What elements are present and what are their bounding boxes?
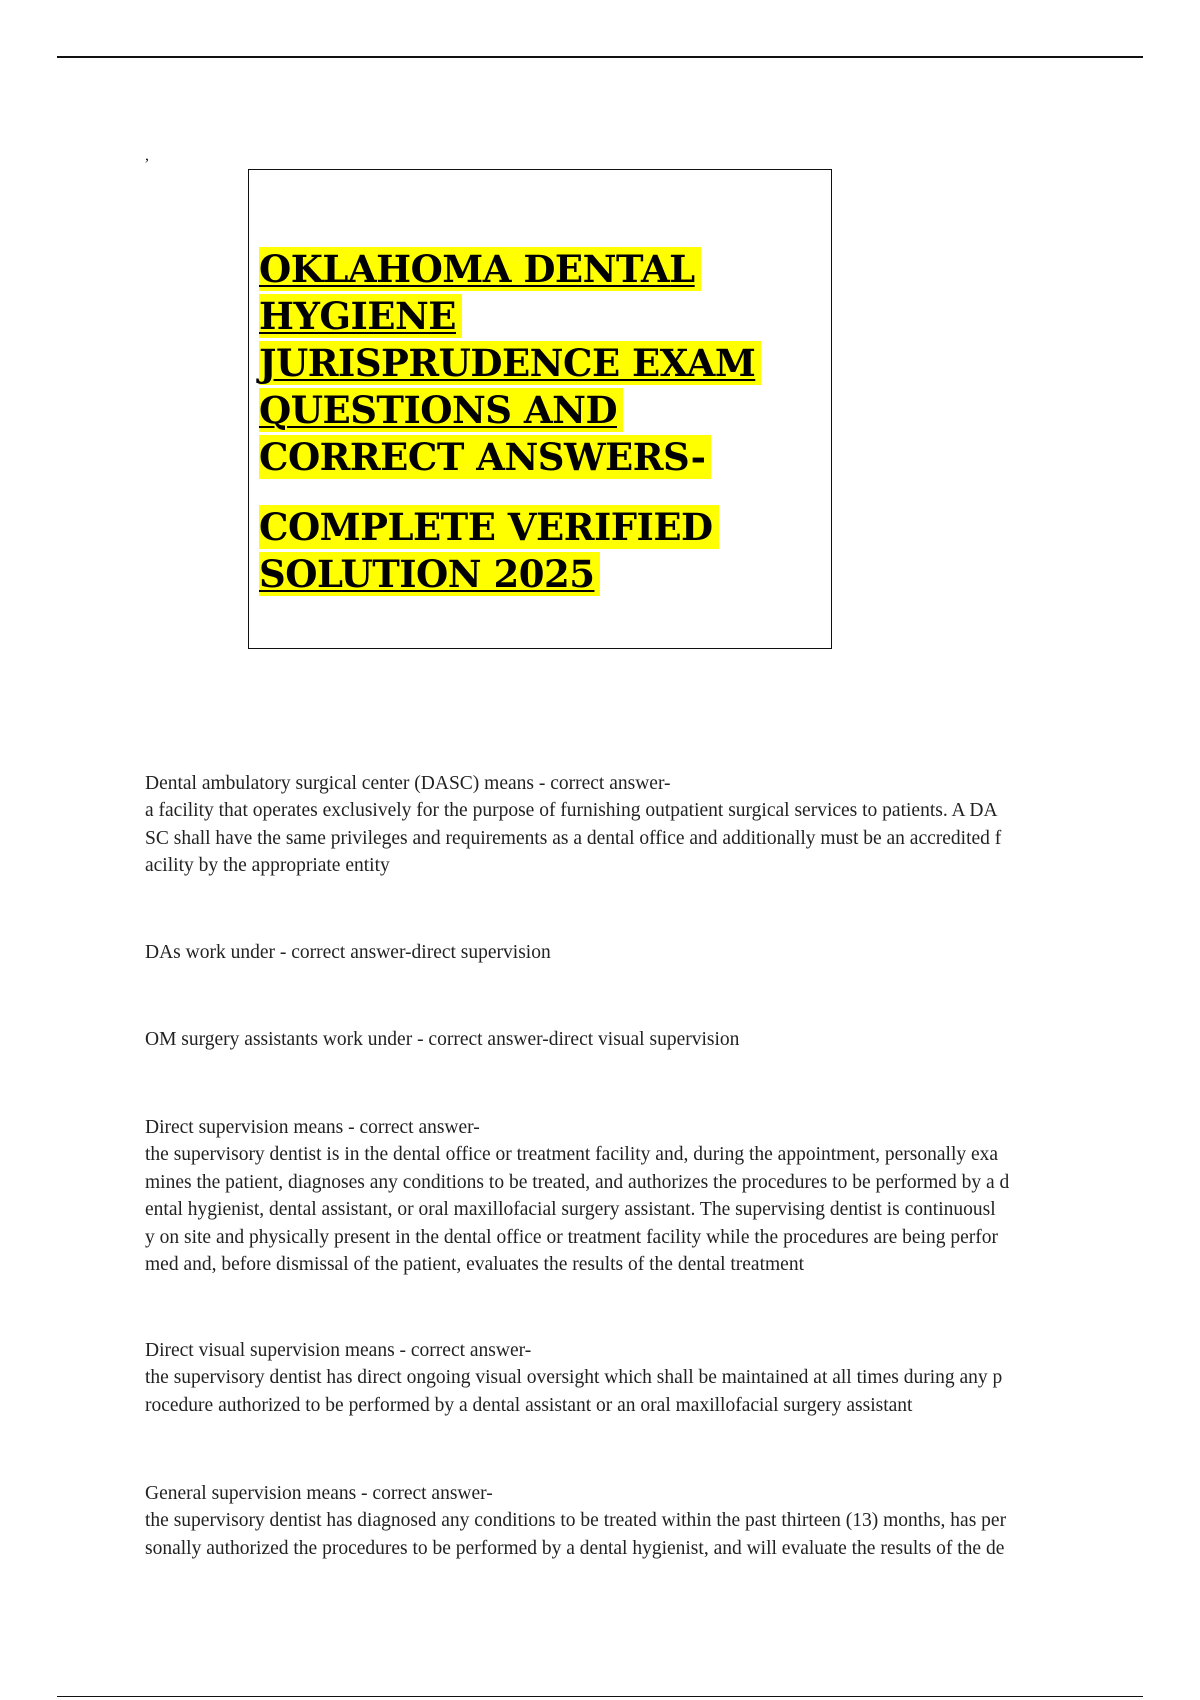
qa-answer-line: sonally authorized the procedures to be performed by a dental hygienist, and will evaluate the results of the de <box>145 1537 1005 1559</box>
title-line: QUESTIONS AND <box>259 388 623 432</box>
qa-item-dasc <box>145 770 1090 880</box>
title-line: HYGIENE <box>259 294 462 338</box>
qa-question: Direct supervision means - correct answer- <box>145 1117 480 1138</box>
top-rule <box>57 56 1143 58</box>
qa-item-om-assistants <box>145 1026 1090 1053</box>
qa-question: DAs work under - correct answer-direct supervision <box>145 942 551 963</box>
qa-question: Dental ambulatory surgical center (DASC) means - correct answer- <box>145 773 671 794</box>
qa-answer-line: med and, before dismissal of the patient, evaluates the results of the dental treatment <box>145 1254 804 1276</box>
qa-answer-line: acility by the appropriate entity <box>145 855 390 877</box>
qa-answer-line: SC shall have the same privileges and requirements as a dental office and additionally must be an accredited f <box>145 827 1002 849</box>
qa-answer-line: the supervisory dentist is in the dental office or treatment facility and, during the appointment, personally exa <box>145 1144 999 1166</box>
qa-item-das <box>145 939 1090 966</box>
qa-item-general-supervision <box>145 1480 1090 1562</box>
title-subheading <box>259 504 819 598</box>
title-heading <box>259 246 819 481</box>
qa-item-direct-supervision <box>145 1114 1090 1278</box>
bottom-rule <box>57 1696 1143 1697</box>
qa-answer-line: a facility that operates exclusively for the purpose of furnishing outpatient surgical services to patients. A DA <box>145 800 998 822</box>
qa-question: General supervision means - correct answer- <box>145 1483 493 1504</box>
qa-answer-line: the supervisory dentist has diagnosed any conditions to be treated within the past thirteen (13) months, has per <box>145 1510 1007 1532</box>
stray-mark: , <box>145 147 149 164</box>
qa-answer-line: rocedure authorized to be performed by a dental assistant or an oral maxillofacial surgery assistant <box>145 1394 913 1416</box>
title-line: OKLAHOMA DENTAL <box>259 247 701 291</box>
title-line: CORRECT ANSWERS- <box>259 435 711 479</box>
qa-answer-line: ental hygienist, dental assistant, or oral maxillofacial surgery assistant. The supervising dentist is continuousl <box>145 1199 996 1221</box>
qa-item-direct-visual-supervision <box>145 1337 1090 1419</box>
title-line: SOLUTION 2025 <box>259 552 600 596</box>
qa-answer-line: the supervisory dentist has direct ongoing visual oversight which shall be maintained at all times during any p <box>145 1367 1003 1389</box>
qa-answer-line: y on site and physically present in the dental office or treatment facility while the procedures are being perfor <box>145 1226 998 1248</box>
title-line: COMPLETE VERIFIED <box>259 505 719 549</box>
qa-answer-line: mines the patient, diagnoses any conditions to be treated, and authorizes the procedures to be performed by a d <box>145 1171 1010 1193</box>
title-box <box>248 169 832 649</box>
title-line: JURISPRUDENCE EXAM <box>259 341 761 385</box>
qa-question: Direct visual supervision means - correct answer- <box>145 1340 532 1361</box>
qa-question: OM surgery assistants work under - correct answer-direct visual supervision <box>145 1029 740 1050</box>
